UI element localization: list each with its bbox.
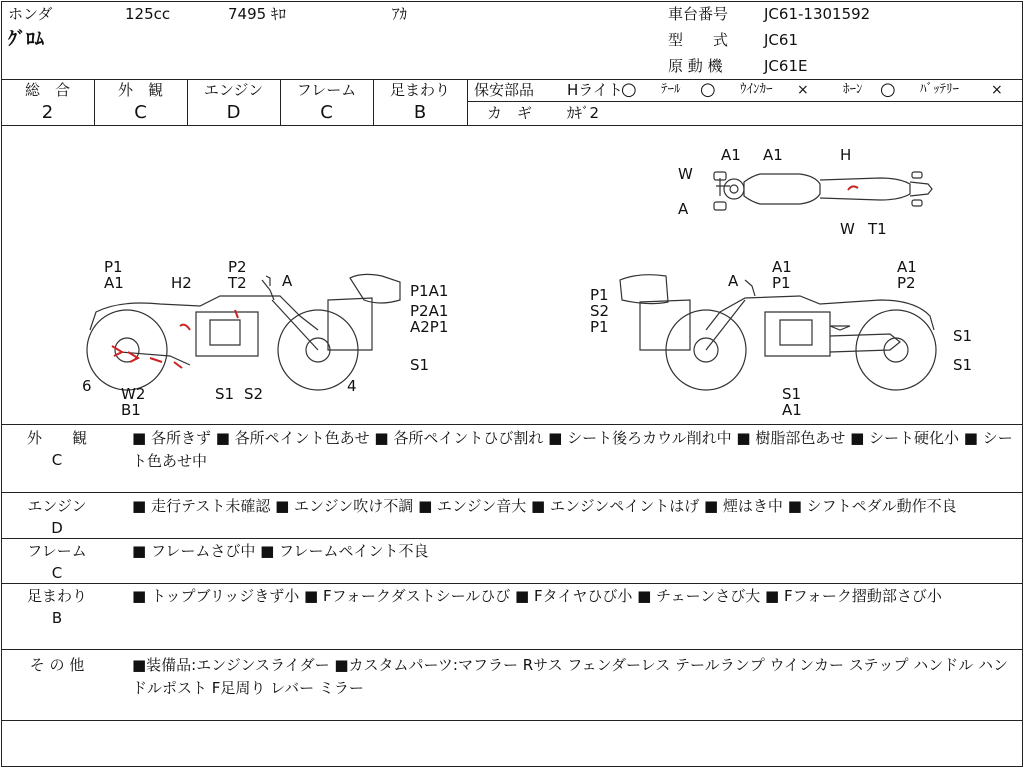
remark-label-exterior: 外 観 C xyxy=(26,429,87,469)
diagram-label: W2 xyxy=(121,385,146,403)
diagram-label: A1 xyxy=(782,401,802,419)
diagram-label: A1 xyxy=(721,146,741,164)
diagram-label: T1 xyxy=(868,220,887,238)
key-label: カ ギ xyxy=(487,104,533,122)
diagram-label: W xyxy=(840,220,855,238)
mileage: 7495 ｷﾛ xyxy=(228,5,286,23)
diagram-label: S1 xyxy=(953,327,973,345)
remark-label-other: そ の 他 xyxy=(29,656,85,674)
tail-status: ○ xyxy=(700,79,716,100)
diagram-label: P1A1 xyxy=(410,282,449,300)
frame-no: JC61-1301592 xyxy=(764,5,871,23)
diagram-label: S2 xyxy=(244,385,264,403)
diagram-label: A xyxy=(282,272,293,290)
type-value: JC61 xyxy=(764,31,798,49)
remark-text-frame: ■ フレームさび中 ■ フレームペイント不良 xyxy=(132,542,429,560)
engine-model-value: JC61E xyxy=(764,57,808,75)
diagram-label: P2 xyxy=(228,258,247,276)
diagram-label: T2 xyxy=(228,274,247,292)
exterior-grade: C xyxy=(134,102,147,123)
diagram-label: P2 xyxy=(897,274,916,292)
suspension-grade: B xyxy=(413,102,427,123)
diagram-label: A xyxy=(678,200,689,218)
frame-no-label: 車台番号 xyxy=(668,5,729,23)
diagram-label: S2 xyxy=(590,302,610,320)
diagram-label: P1 xyxy=(104,258,123,276)
diagram-label: A1 xyxy=(897,258,917,276)
frame-grade: C xyxy=(320,102,333,123)
diagram-label: P2A1 xyxy=(410,302,449,320)
diagram-label: W xyxy=(678,165,693,183)
color: ｱｶ xyxy=(392,5,408,23)
diagram-label: H xyxy=(840,146,852,164)
battery-status: × xyxy=(991,82,1003,98)
top-view-outline xyxy=(714,172,932,210)
diagram-label: H2 xyxy=(171,274,192,292)
headlight-status: ○ xyxy=(621,79,637,100)
diagram-label: S1 xyxy=(215,385,235,403)
remark-label-suspension: 足まわり B xyxy=(26,587,87,627)
maker: ホンダ xyxy=(8,5,53,23)
diagram-label: A1 xyxy=(763,146,783,164)
remark-text-engine: ■ 走行テスト未確認 ■ エンジン吹け不調 ■ エンジン音大 ■ エンジンペイントはげ ■ 煙はき中 ■ シフトペダル動作不良 xyxy=(132,497,957,515)
safety-label: 保安部品 xyxy=(474,81,535,99)
diagram-label: A xyxy=(728,272,739,290)
diagram-label: P1 xyxy=(590,286,609,304)
displacement: 125cc xyxy=(125,5,171,23)
remark-text-other: ■装備品:エンジンスライダー ■カスタムパーツ:マフラー Rサス フェンダーレス テールランプ ウインカー ステップ ハンドル ハンドルポスト F足周り レバー ミラー xyxy=(132,656,1009,697)
winker-status: × xyxy=(797,82,809,98)
diagram-label: S1 xyxy=(782,385,802,403)
headlight-label: Hライト xyxy=(567,81,623,99)
diagram-label: A1 xyxy=(772,258,792,276)
diagram-label: S1 xyxy=(410,356,430,374)
model-name: ｸﾞﾛﾑ xyxy=(8,29,44,50)
tail-label: ﾃｰﾙ xyxy=(661,82,681,97)
winker-label: ｳｲﾝｶｰ xyxy=(740,82,773,97)
exterior-label: 外 観 xyxy=(117,81,163,99)
overall-label: 総 合 xyxy=(24,81,70,99)
suspension-label: 足まわり xyxy=(389,81,450,99)
remark-text-suspension: ■ トップブリッジきず小 ■ Fフォークダストシールひび ■ Fタイヤひび小 ■ チェーンさび大 ■ Fフォーク摺動部さび小 xyxy=(132,587,942,605)
engine-grade: D xyxy=(226,102,241,123)
frame-label: フレーム xyxy=(296,81,357,99)
engine-label: エンジン xyxy=(203,81,264,99)
diagram-label: 4 xyxy=(347,377,357,395)
remark-label-frame: フレーム C xyxy=(27,542,87,582)
key-value: ｶｷﾞ2 xyxy=(567,104,600,122)
diagram-label: P1 xyxy=(590,318,609,336)
top-damage-mark xyxy=(848,186,858,190)
diagram-label: 6 xyxy=(82,377,92,395)
diagram-label: A1 xyxy=(104,274,124,292)
diagram-label: A2P1 xyxy=(410,318,449,336)
overall-grade: 2 xyxy=(41,102,54,123)
type-label: 型 式 xyxy=(668,31,729,49)
remark-text-exterior: ■ 各所きず ■ 各所ペイント色あせ ■ 各所ペイントひび割れ ■ シート後ろカウル削れ中 ■ 樹脂部色あせ ■ シート硬化小 ■ シート色あせ中 xyxy=(132,429,1013,470)
horn-label: ﾎｰﾝ xyxy=(843,82,863,97)
diagram-label: B1 xyxy=(121,401,141,419)
battery-label: ﾊﾞｯﾃﾘｰ xyxy=(920,82,959,97)
horn-status: ○ xyxy=(880,79,896,100)
diagram-label: P1 xyxy=(772,274,791,292)
diagram-label: S1 xyxy=(953,356,973,374)
remark-label-engine: エンジン D xyxy=(27,497,87,537)
engine-model-label: 原 動 機 xyxy=(668,57,723,75)
